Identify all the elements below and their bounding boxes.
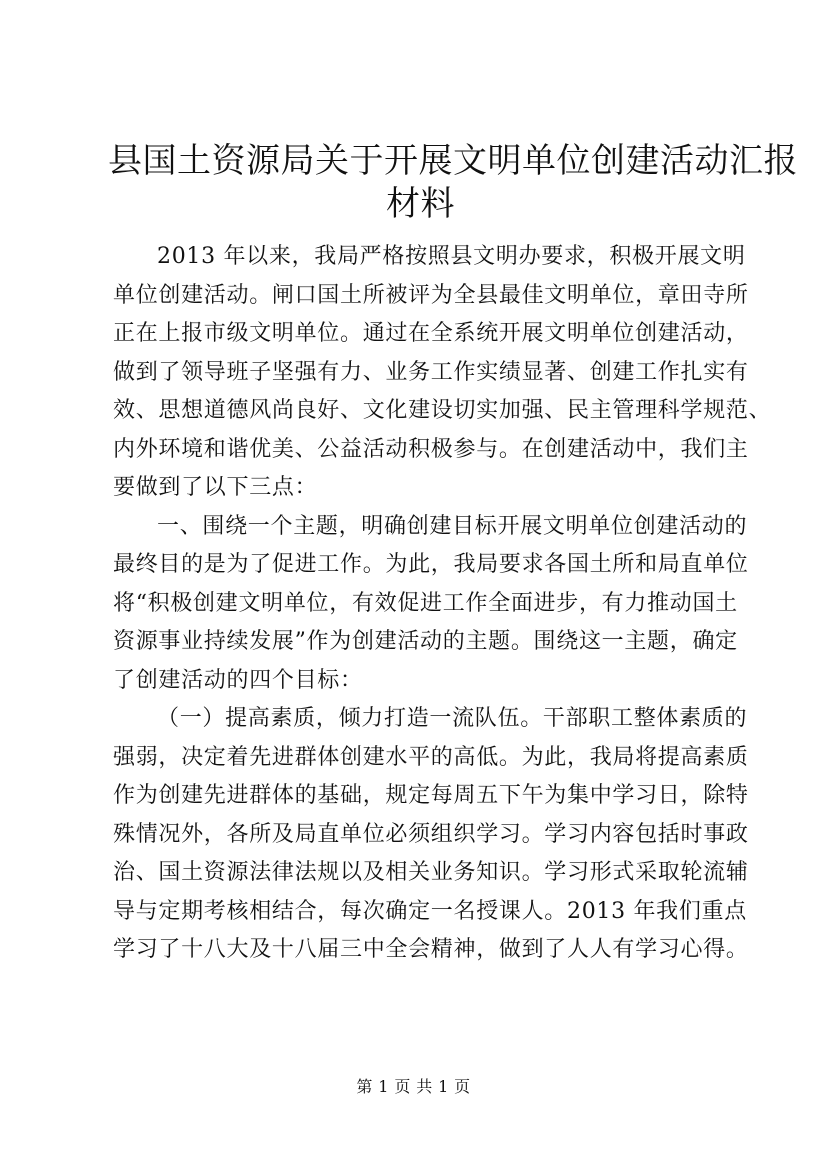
body-line-15: 作为创建先进群体的基础，规定每周五下午为集中学习日，除特 [113, 783, 749, 808]
body-line-17: 治、国土资源法律法规以及相关业务知识。学习形式采取轮流辅 [113, 860, 749, 885]
title-line-2: 材料 [386, 184, 455, 224]
body-line-11: 资源事业持续发展”作为创建活动的主题。围绕这一主题，确定 [113, 629, 738, 654]
body-line-16: 殊情况外，各所及局直单位必须组织学习。学习内容包括时事政 [113, 821, 749, 847]
body-line-19: 学习了十八大及十八届三中全会精神，做到了人人有学习心得。 [113, 937, 749, 962]
body-line-9: 最终目的是为了促进工作。为此，我局要求各国土所和局直单位 [113, 552, 749, 577]
body-line-3: 正在上报市级文明单位。通过在全系统开展文明单位创建活动， [113, 321, 749, 346]
body-line-10: 将“积极创建文明单位，有效促进工作全面进步，有力推动国土 [113, 590, 738, 616]
body-line-7: 要做到了以下三点： [113, 475, 318, 500]
title-line-1: 县国土资源局关于开展文明单位创建活动汇报 [108, 141, 798, 181]
body-line-13: （一）提高素质，倾力打造一流队伍。干部职工整体素质的 [157, 706, 748, 731]
body-line-1: 2013 年以来，我局严格按照县文明办要求，积极开展文明 [157, 244, 746, 269]
document-title [108, 140, 798, 226]
body-line-4: 做到了领导班子坚强有力、业务工作实绩显著、创建工作扎实有 [113, 359, 749, 385]
body-line-14: 强弱，决定着先进群体创建水平的高低。为此，我局将提高素质 [113, 744, 749, 770]
body-line-5: 效、思想道德风尚良好、文化建设切实加强、民主管理科学规范、 [113, 398, 772, 423]
page-footer: 第 1 页 共 1 页 [356, 1077, 471, 1096]
body-line-6: 内外环境和谐优美、公益活动积极参与。在创建活动中，我们主 [113, 436, 749, 462]
body-line-8: 一、围绕一个主题，明确创建目标开展文明单位创建活动的 [157, 513, 748, 539]
body-line-12: 了创建活动的四个目标： [113, 667, 363, 693]
document-body [113, 238, 772, 970]
body-line-18: 导与定期考核相结合，每次确定一名授课人。2013 年我们重点 [113, 898, 747, 924]
body-line-2: 单位创建活动。闸口国土所被评为全县最佳文明单位，章田寺所 [113, 282, 749, 308]
